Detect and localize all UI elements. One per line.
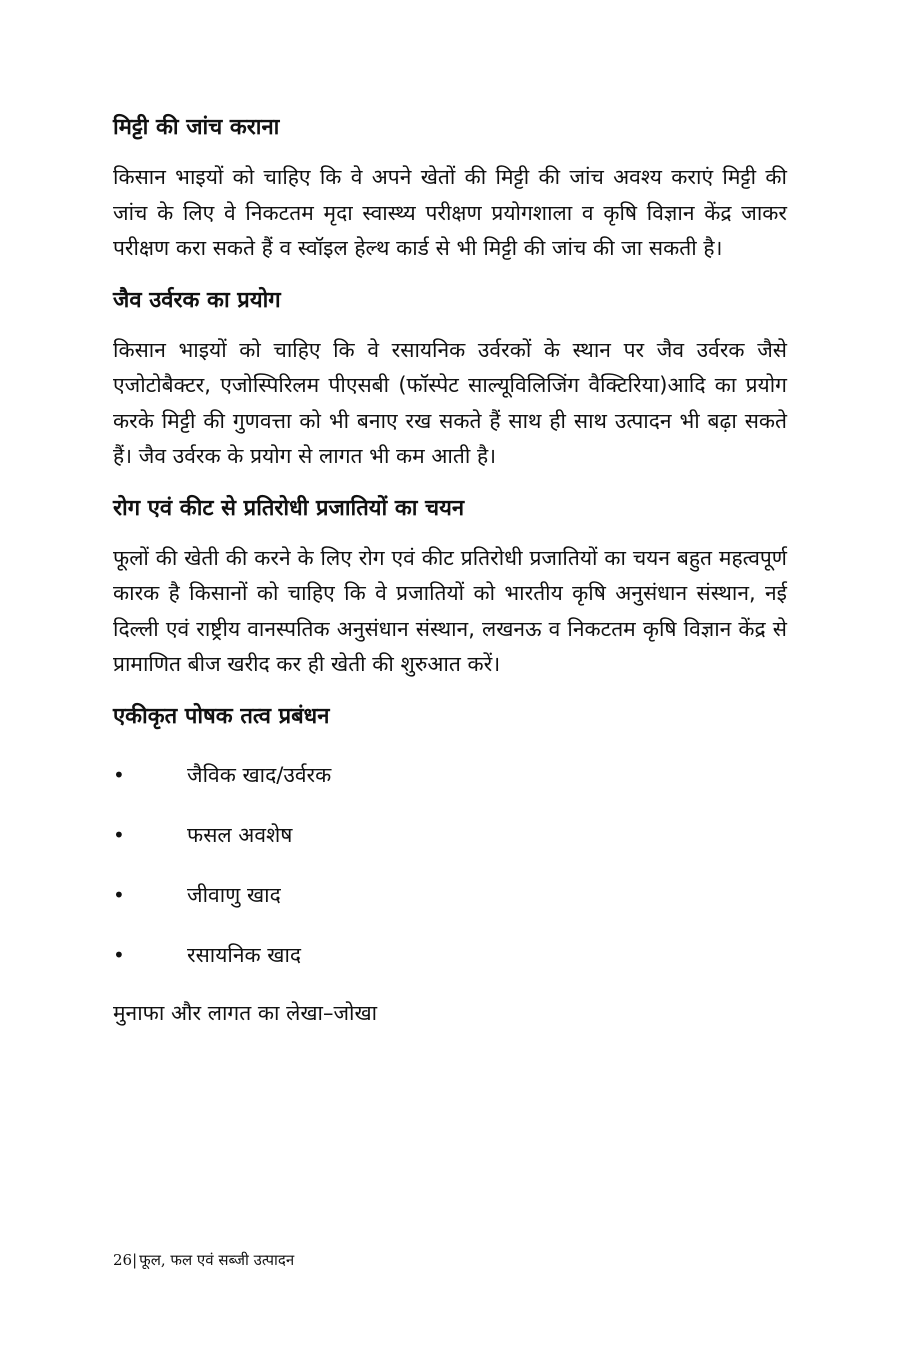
section-paragraph: किसान भाइयों को चाहिए कि वे रसायनिक उर्वरकों के स्थान पर जैव उर्वरक जैसे एजोटोबैक्टर, एजोस्पिरिलम पीएसबी (फॉस्पेट साल्यूविलिजिंग वैक्टिरिया)आदि का प्रयोग करके मिट्टी की गुणवत्ता को भी बनाए रख सकते हैं साथ ही साथ उत्पादन भी बढ़ा सकते हैं। जैव उर्वरक के प्रयोग से लागत भी कम आती है। [113,337,787,468]
list-item [113,817,787,877]
section-soil-testing [113,110,787,267]
page-footer [113,1248,294,1272]
list-item-text: जीवाणु खाद [187,882,281,907]
section-integrated-nutrient-management [113,699,787,997]
section-heading: मिट्टी की जांच कराना [113,115,280,140]
section-biofertilizer [113,283,787,475]
list-item-text: फसल अवशेष [187,822,293,847]
section-heading: एकीकृत पोषक तत्व प्रबंधन [113,703,330,729]
section-paragraph: किसान भाइयों को चाहिए कि वे अपने खेतों की मिट्टी की जांच अवश्य कराएं मिट्टी की जांच के लिए वे निकटतम मृदा स्वास्थ्य परीक्षण प्रयोगशाला व कृषि विज्ञान केंद्र जाकर परीक्षण करा सकते हैं व स्वॉइल हेल्थ कार्ड से भी मिट्टी की जांच की जा सकती है। [113,165,787,260]
bullet-icon: • [113,762,125,787]
bullet-list [113,757,787,997]
bullet-icon: • [113,942,125,967]
list-item [113,937,787,997]
section-resistant-varieties [113,491,787,683]
section-heading: रोग एवं कीट से प्रतिरोधी प्रजातियों का चयन [113,495,465,521]
closing-line: मुनाफा और लागत का लेखा–जोखा [113,1000,378,1025]
section-paragraph: फूलों की खेती की करने के लिए रोग एवं कीट प्रतिरोधी प्रजातियों का चयन बहुत महत्वपूर्ण कारक है किसानों को चाहिए कि वे प्रजातियों को भारतीय कृषि अनुसंधान संस्थान, नई दिल्ली एवं राष्ट्रीय वानस्पतिक अनुसंधान संस्थान, लखनऊ व निकटतम कृषि विज्ञान केंद्र से प्रामाणित बीज खरीद कर ही खेती की शुरुआत करें। [113,545,787,676]
list-item-text: जैविक खाद/उर्वरक [187,762,332,787]
bullet-icon: • [113,882,125,907]
list-item [113,877,787,937]
bullet-icon: • [113,822,125,847]
page-number: 26| [113,1251,138,1269]
list-item [113,757,787,817]
page-content [113,110,787,1031]
book-title: फूल, फल एवं सब्जी उत्पादन [139,1251,295,1269]
list-item-text: रसायनिक खाद [187,942,302,967]
section-heading: जैव उर्वरक का प्रयोग [113,287,281,313]
